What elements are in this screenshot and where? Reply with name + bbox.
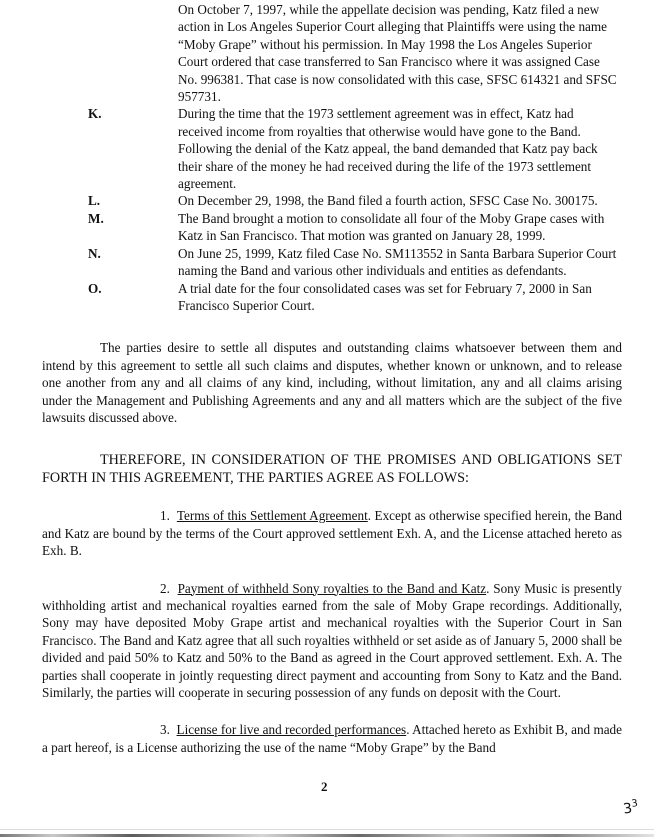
- item-text: On December 29, 1998, the Band filed a fourth action, SFSC Case No. 300175.: [178, 193, 598, 209]
- handwritten-mark-main: 3: [622, 800, 634, 818]
- item-text: On October 7, 1997, while the appellate decision was pending, Katz filed a new action in Los Angeles Superior Court alleging that Plaintiffs were using the name “Moby Grape” without his permission. In May 1998 the Los Angeles Superior Court ordered that case transferred to San Francisco where it was assigned Case No. 996381. That case is now consolidated with this case, SFSC 614321 and SFSC 957731.: [178, 2, 617, 105]
- section-text: . Sony Music is presently withholding artist and mechanical royalties earned from the sale of Moby Grape recordings. Additionally, Sony may have deposited Moby Grape artist and mechanical royalties with the Superior Court in San Francisco. The Band and Katz agree that all such royalties withheld or set aside as of January 5, 2000 shall be divided and paid 50% to Katz and 50% to the Band as agreed in the Court approved settlement. Exh. A. The parties shall cooperate in jointly requesting direct payment and accounting from Sony to Katz and the Band. Similarly, the parties will cooperate in securing possession of any funds on deposit with the Court.: [42, 580, 622, 700]
- section-text: . Attached hereto as Exhibit B, and made a part hereof, is a License authorizing the use of the name “Moby Grape” by the Band: [42, 722, 623, 755]
- scan-edge-line: [0, 829, 654, 830]
- recital-item-j: [88, 1, 620, 105]
- item-label: O.: [88, 280, 102, 296]
- section-number: 2.: [160, 580, 170, 596]
- item-text: During the time that the 1973 settlement agreement was in effect, Katz had received income from royalties that otherwise would have gone to the Band. Following the denial of the Katz appeal, the band demanded that Katz pay back their share of the money he had received during the life of the 1973 settlement agreement.: [178, 106, 598, 192]
- section-heading: License for live and recorded performances: [176, 722, 407, 738]
- section-1: [42, 507, 622, 559]
- section-3: [42, 721, 622, 756]
- recital-item-l: [88, 192, 620, 209]
- spacer: [0, 701, 654, 721]
- item-text: A trial date for the four consolidated cases was set for February 7, 2000 in San Francisco Superior Court.: [178, 280, 592, 313]
- item-label: N.: [88, 245, 101, 261]
- spacer: [0, 426, 654, 451]
- section-text: . Except as otherwise specified herein, the Band and Katz are bound by the terms of the Court approved settlement Exh. A, and the License attached hereto as Exh. B.: [42, 508, 622, 559]
- section-number: 3.: [160, 722, 170, 738]
- recital-item-n: [88, 245, 620, 280]
- therefore-clause: THEREFORE, IN CONSIDERATION OF THE PROMISES AND OBLIGATIONS SET FORTH IN THIS AGREEMENT, THE PARTIES AGREE AS FOLLOWS:: [42, 452, 622, 487]
- scan-bottom-edge: [0, 834, 654, 837]
- section-number: 1.: [160, 508, 170, 524]
- spacer: [0, 314, 654, 339]
- spacer: [0, 487, 654, 507]
- item-label: K.: [88, 106, 102, 122]
- handwritten-mark-sup: 3: [630, 798, 639, 811]
- spacer: [0, 560, 654, 580]
- recital-paragraph: The parties desire to settle all disputes and outstanding claims whatsoever between them and intend by this agreement to settle all such claims and disputes, whether known or unknown, and to release one another from any and all claims of any kind, including, without limitation, any and all claims arising under the Management and Publishing Agreements and any and all matters which are the subject of the five lawsuits discussed above.: [42, 340, 622, 425]
- recital-item-m: [88, 210, 620, 245]
- item-label: L.: [88, 193, 101, 209]
- item-text: The Band brought a motion to consolidate all four of the Moby Grape cases with Katz in San Francisco. That motion was granted on January 28, 1999.: [178, 210, 605, 244]
- recital-item-o: [88, 280, 620, 315]
- item-text: On June 25, 1999, Katz filed Case No. SM113552 in Santa Barbara Superior Court naming the Band and various other individuals and entities as defendants.: [178, 245, 617, 279]
- item-label: M.: [88, 210, 104, 226]
- recital-item-k: [88, 105, 620, 192]
- section-heading: Payment of withheld Sony royalties to the Band and Katz: [177, 580, 487, 596]
- recital-items: [0, 1, 654, 314]
- section-heading: Terms of this Settlement Agreement: [176, 508, 368, 524]
- handwritten-mark: [622, 795, 640, 819]
- section-2: [42, 580, 622, 702]
- page-number: 2: [321, 779, 328, 795]
